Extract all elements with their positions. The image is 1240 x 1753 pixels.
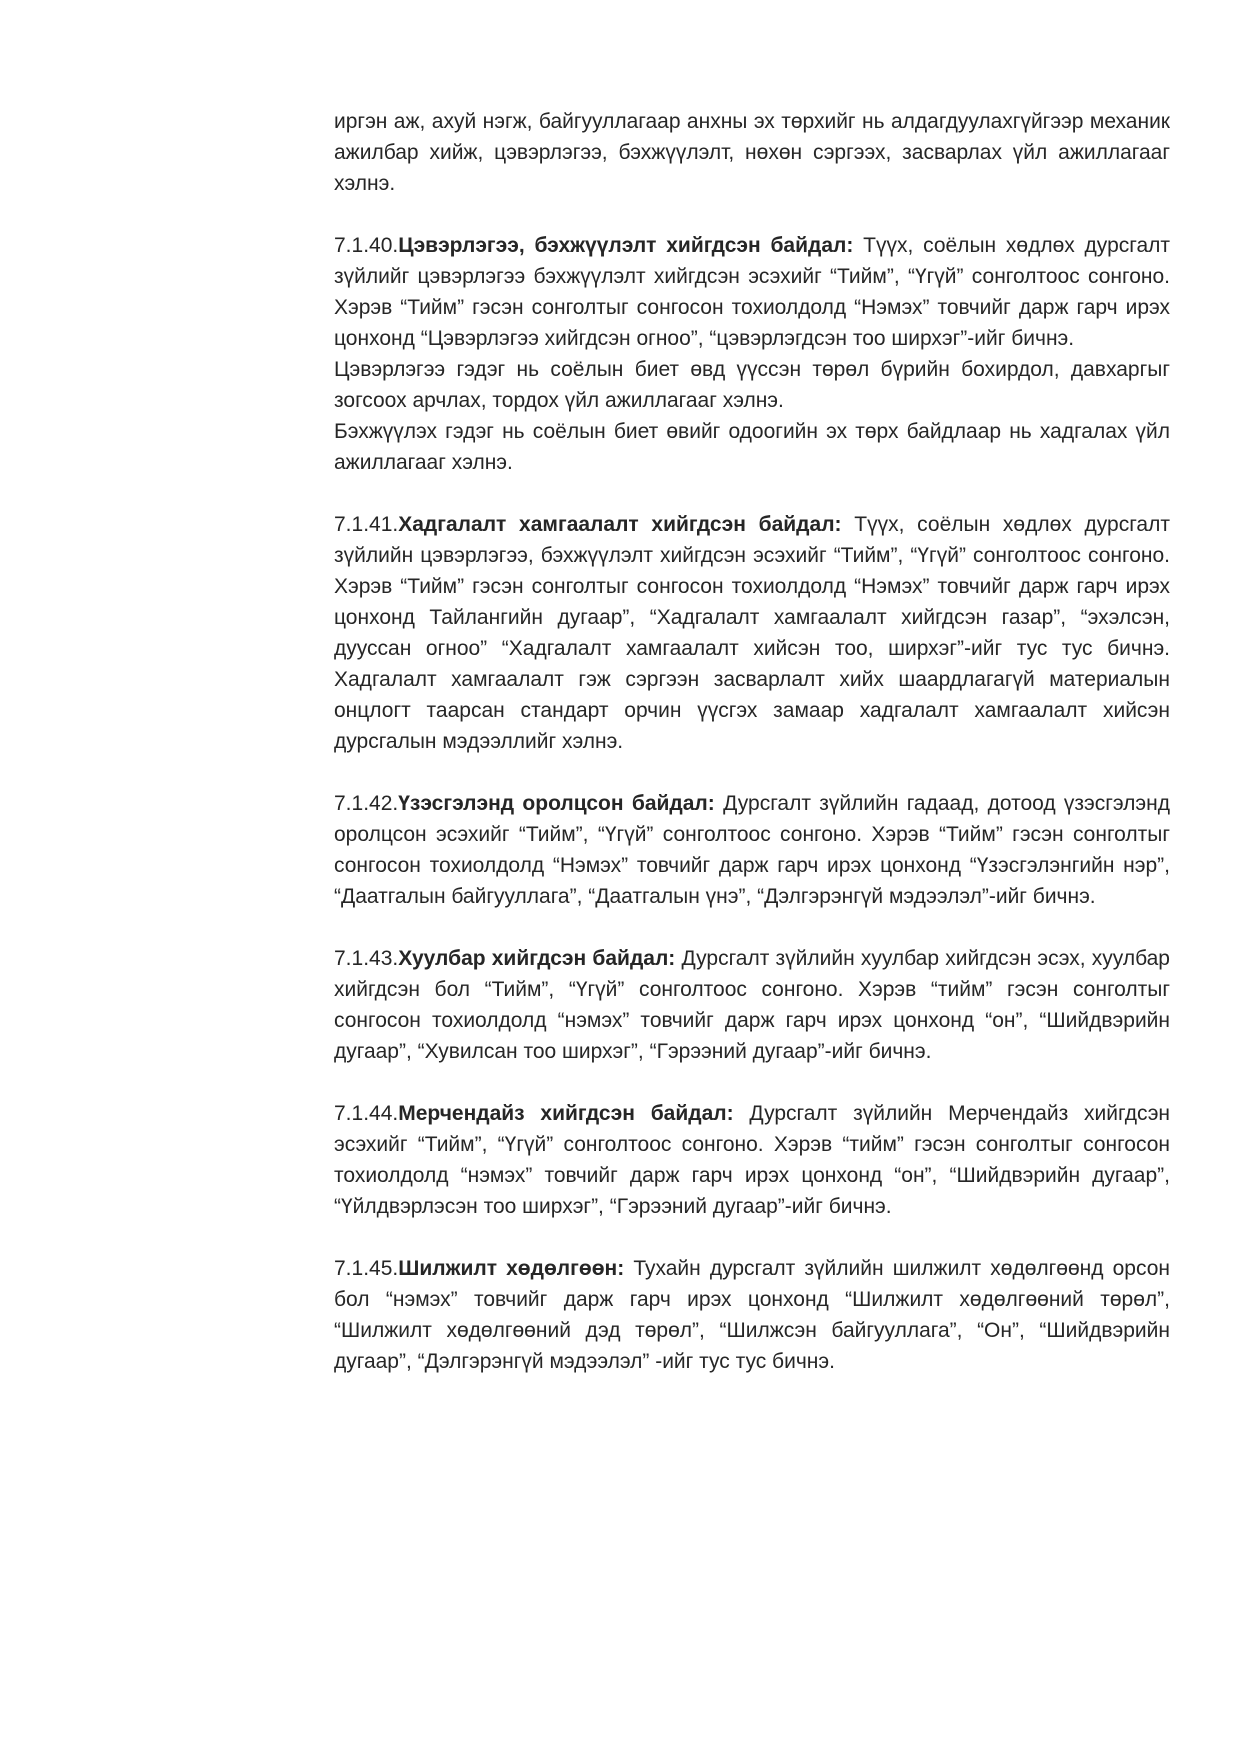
section-title: Үзэсгэлэнд оролцсон байдал: (398, 792, 715, 815)
section-title: Шилжилт хөдөлгөөн: (398, 1257, 625, 1280)
section-text: Дурсгалт зүйлийн хуулбар хийгдсэн эсэх, хуулбар хийгдсэн бол “Тийм”, “Үгүй” сонголтоос сонгоно. Хэрэв “тийм” гэсэн сонголтыг сонгосон тохиолдолд “нэмэх” товчийг дарж гарч ирэх цонхонд “он”, “Шийдвэрийн дугаар”, “Хувилсан тоо ширхэг”, “Гэрээний дугаар”-ийг бичнэ. (334, 947, 1170, 1063)
paragraph-gap (334, 1067, 1170, 1098)
section-number: 7.1.45. (334, 1257, 399, 1280)
section-text: Түүх, соёлын хөдлөх дурсгалт зүйлийн цэвэрлэгээ, бэхжүүлэлт хийгдсэн эсэхийг “Тийм”, “Үгүй” сонголтоос сонгоно. Хэрэв “Тийм” гэсэн сонголтыг сонгосон тохиолдолд “Нэмэх” товчийг дарж гарч ирэх цонхонд Тайлангийн дугаар”, “Хадгалалт хамгаалалт хийгдсэн газар”, “эхэлсэн, дууссан огноо” “Хадгалалт хамгаалалт хийсэн тоо, ширхэг”-ийг тус тус бичнэ. Хадгалалт хамгаалалт гэж сэргээн засварлалт хийх шаардлагагүй материалын онцлогт таарсан стандарт орчин үүсгэх замаар хадгалалт хамгаалалт хийсэн дурсгалын мэдээллийг хэлнэ. (334, 513, 1170, 753)
document-body (334, 106, 1170, 1377)
section-number: 7.1.43. (334, 947, 399, 970)
section-title: Хуулбар хийгдсэн байдал: (398, 947, 676, 970)
section-title: Хадгалалт хамгаалалт хийгдсэн байдал: (398, 513, 842, 536)
paragraph-gap (334, 199, 1170, 230)
section-7-1-40-definition-cleaning: Цэвэрлэгээ гэдэг нь соёлын биет өвд үүссэн төрөл бүрийн бохирдол, давхаргыг зогсоох арчлах, тордох үйл ажиллагааг хэлнэ. (334, 358, 1170, 412)
section-text: Тухайн дурсгалт зүйлийн шилжилт хөдөлгөөнд орсон бол “нэмэх” товчийг дарж гарч ирэх цонхонд “Шилжилт хөдөлгөөний төрөл”, “Шилжилт хөдөлгөөний дэд төрөл”, “Шилжсэн байгууллага”, “Он”, “Шийдвэрийн дугаар”, “Дэлгэрэнгүй мэдээлэл” -ийг тус тус бичнэ. (334, 1257, 1170, 1373)
intro-paragraph: иргэн аж, ахуй нэгж, байгууллагаар анхны эх төрхийг нь алдагдуулахгүйгээр механик ажилбар хийж, цэвэрлэгээ, бэхжүүлэлт, нөхөн сэргээх, засварлах үйл ажиллагааг хэлнэ. (334, 110, 1170, 195)
section-7-1-41 (334, 509, 1170, 757)
section-7-1-44 (334, 1098, 1170, 1222)
paragraph-gap (334, 912, 1170, 943)
paragraph-gap (334, 478, 1170, 509)
section-text: Түүх, соёлын хөдлөх дурсгалт зүйлийг цэвэрлэгээ бэхжүүлэлт хийгдсэн эсэхийг “Тийм”, “Үгүй” сонголтоос сонгоно. Хэрэв “Тийм” гэсэн сонголтыг сонгосон тохиолдолд “Нэмэх” товчийг дарж гарч ирэх цонхонд “Цэвэрлэгээ хийгдсэн огноо”, “цэвэрлэгдсэн тоо ширхэг”-ийг бичнэ. (334, 234, 1170, 350)
section-number: 7.1.40. (334, 234, 399, 257)
section-title: Цэвэрлэгээ, бэхжүүлэлт хийгдсэн байдал: (398, 234, 854, 257)
section-number: 7.1.42. (334, 792, 399, 815)
section-number: 7.1.41. (334, 513, 399, 536)
paragraph-gap (334, 1222, 1170, 1253)
section-7-1-42 (334, 788, 1170, 912)
section-7-1-40 (334, 230, 1170, 354)
section-7-1-40-definition-strengthening: Бэхжүүлэх гэдэг нь соёлын биет өвийг одоогийн эх төрх байдлаар нь хадгалах үйл ажиллагааг хэлнэ. (334, 420, 1170, 474)
section-text: Дурсгалт зүйлийн Мерчендайз хийгдсэн эсэхийг “Тийм”, “Үгүй” сонголтоос сонгоно. Хэрэв “тийм” гэсэн сонголтыг сонгосон тохиолдолд “нэмэх” товчийг дарж гарч ирэх цонхонд “он”, “Шийдвэрийн дугаар”, “Үйлдвэрлэсэн тоо ширхэг”, “Гэрээний дугаар”-ийг бичнэ. (334, 1102, 1171, 1218)
section-7-1-43 (334, 943, 1170, 1067)
section-number: 7.1.44. (334, 1102, 399, 1125)
section-title: Мерчендайз хийгдсэн байдал: (398, 1102, 734, 1125)
section-7-1-45 (334, 1253, 1170, 1377)
paragraph-gap (334, 757, 1170, 788)
section-text: Дурсгалт зүйлийн гадаад, дотоод үзэсгэлэнд оролцсон эсэхийг “Тийм”, “Үгүй” сонголтоос сонгоно. Хэрэв “Тийм” гэсэн сонголтыг сонгосон тохиолдолд “Нэмэх” товчийг дарж гарч ирэх цонхонд “Үзэсгэлэнгийн нэр”, “Даатгалын байгууллага”, “Даатгалын үнэ”, “Дэлгэрэнгүй мэдээлэл”-ийг бичнэ. (334, 792, 1170, 908)
